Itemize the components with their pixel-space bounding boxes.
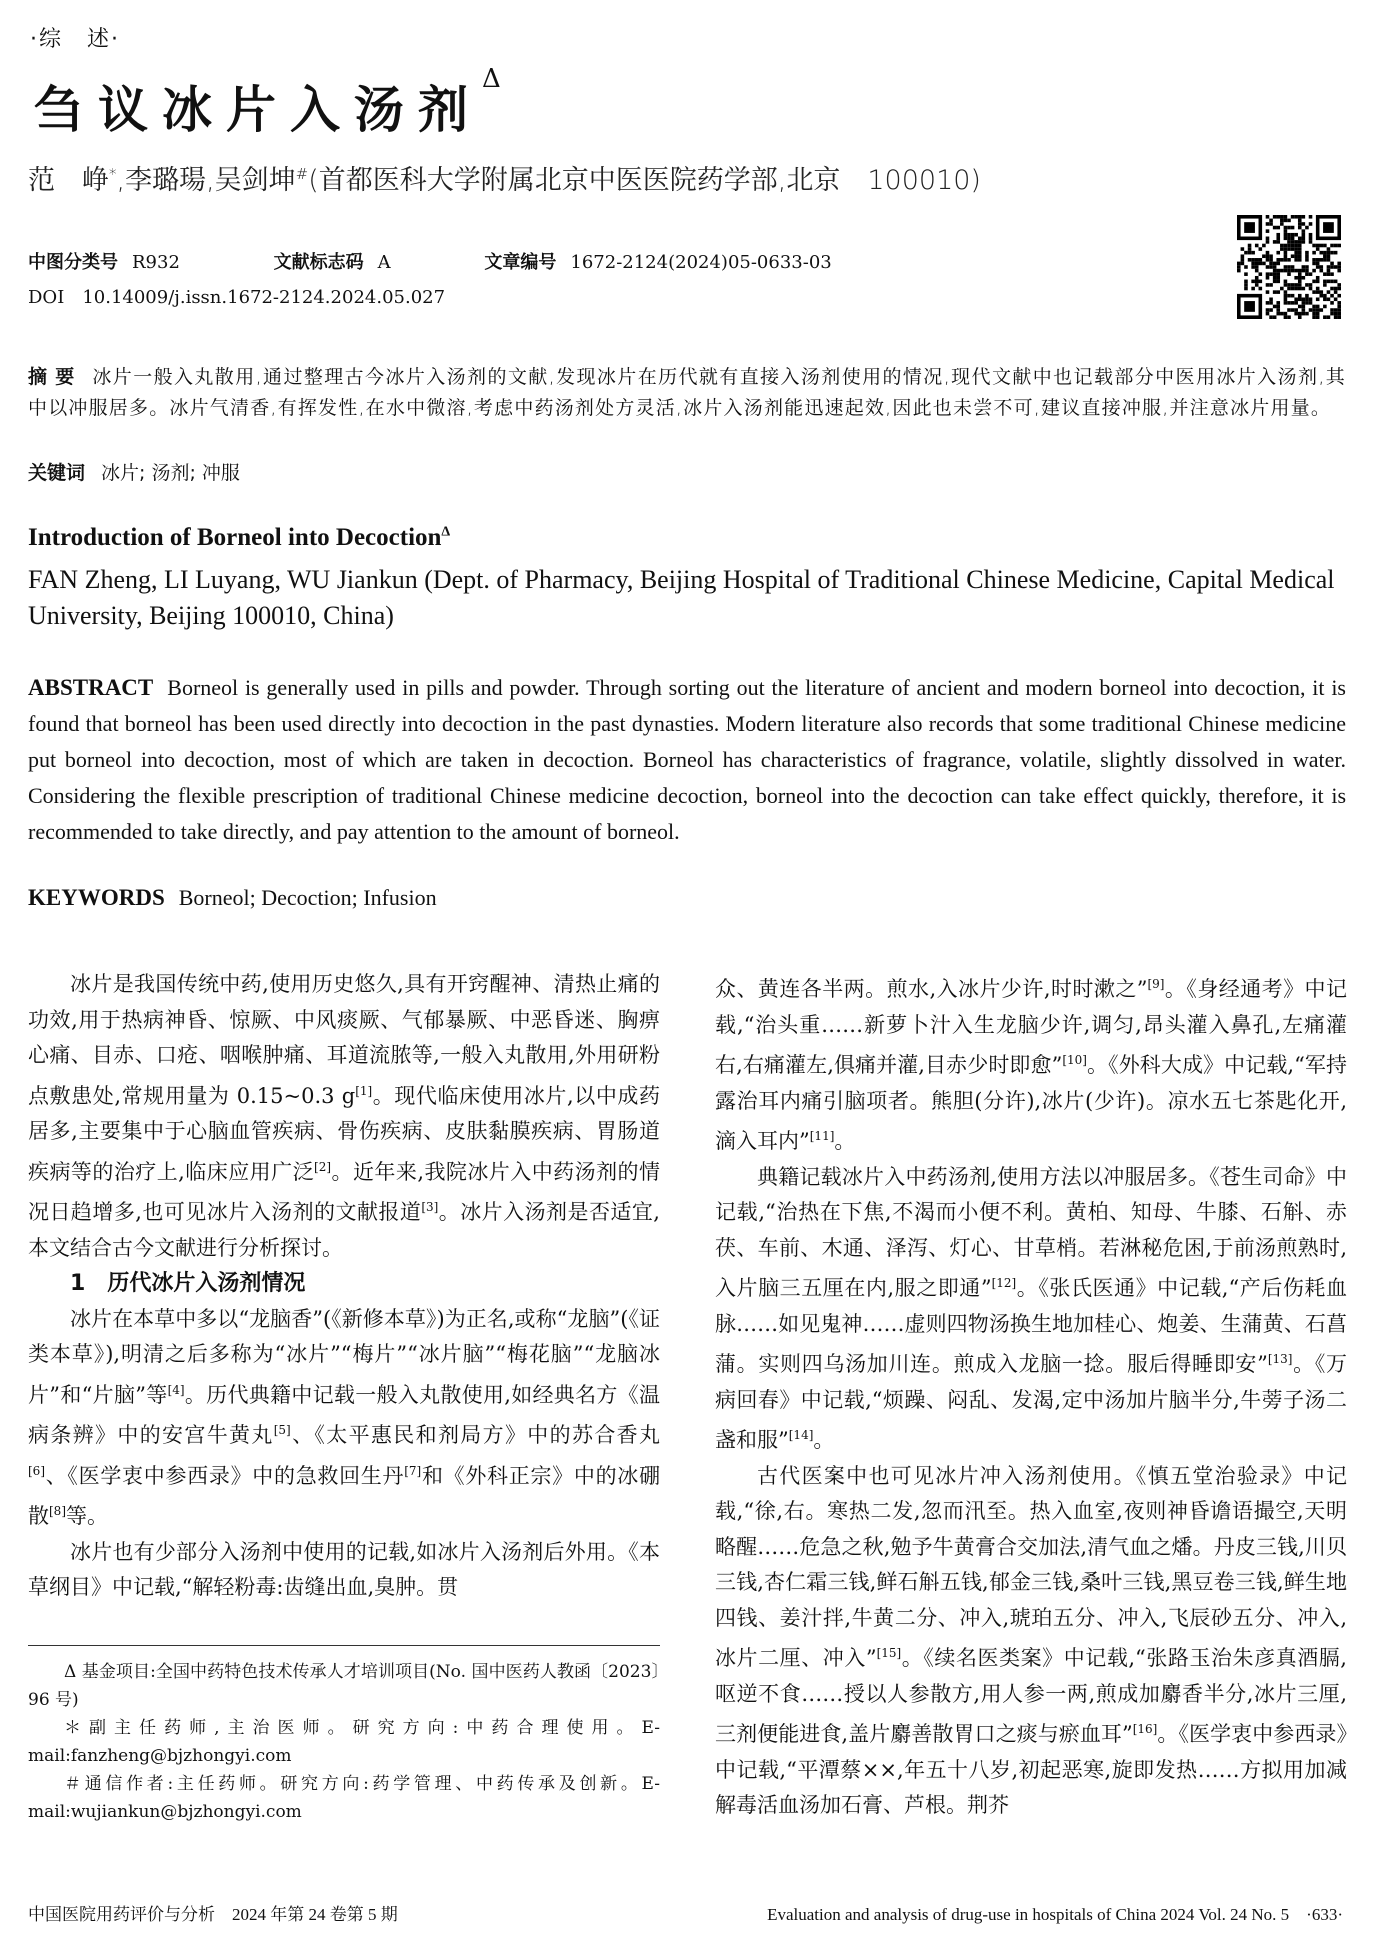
section-number: 1 xyxy=(70,1271,86,1296)
footnote-divider xyxy=(28,1645,660,1646)
citation-link[interactable]: [4] xyxy=(167,1382,185,1397)
english-authors: FAN Zheng, LI Luyang, WU Jiankun (Dept. of Pharmacy, Beijing Hospital of Traditional Chinese Medicine, Capital Medical University, Beijing 100010, China) xyxy=(28,565,1335,630)
citation-link[interactable]: [10] xyxy=(1062,1053,1087,1067)
keywords-cn-label: 关键词 xyxy=(28,462,86,484)
footnotes xyxy=(28,1658,660,1826)
title-fund-mark: Δ xyxy=(482,64,501,94)
citation-link[interactable]: [15] xyxy=(876,1646,902,1660)
english-abstract xyxy=(28,670,1346,850)
abstract-cn-label: 摘要 xyxy=(28,366,83,388)
qr-code-icon[interactable] xyxy=(1237,215,1341,319)
article-no-value: 1672-2124(2024)05-0633-03 xyxy=(570,252,832,273)
english-abstract-label: ABSTRACT xyxy=(28,675,154,700)
abstract-cn xyxy=(28,362,1346,424)
footnote-author: ＊副主任药师,主治医师。研究方向:中药合理使用。E-mail:fanzheng@bjzhongyi.com xyxy=(28,1718,660,1766)
author-others: ,李璐瑒,吴剑坤 xyxy=(116,165,296,196)
abstract-cn-text: 冰片一般入丸散用,通过整理古今冰片入汤剂的文献,发现冰片在历代就有直接入汤剂使用的情况,现代文献中也记载部分中医用冰片入汤剂,其中以冲服居多。冰片气清香,有挥发性,在水中微溶,考虑中药汤剂处方灵活,冰片入汤剂能迅速起效,因此也未尝不可,建议直接冲服,并注意冰片用量。 xyxy=(28,366,1346,419)
english-keywords xyxy=(28,885,437,911)
article-title xyxy=(34,64,501,142)
doi-line xyxy=(28,287,445,308)
citation-link[interactable]: [12] xyxy=(991,1276,1017,1290)
clc-value: R932 xyxy=(132,252,180,273)
author-1-mark: * xyxy=(109,165,117,183)
citation-link[interactable]: [11] xyxy=(809,1129,835,1143)
body-left-column xyxy=(28,967,660,1606)
paragraph: 典籍记载冰片入中药汤剂,使用方法以冲服居多。《苍生司命》中记载,“治热在下焦,不渴而小便不利。黄柏、知母、牛膝、石斛、赤茯、车前、木通、泽泻、灯心、甘草梢。若淋秘危困,于前汤煎熟时,入片脑三五厘在内,服之即通”[12]。《张氏医通》中记载,“产后伤耗血脉……如见鬼神……虚则四物汤换生地加桂心、炮姜、生蒲黄、石菖蒲。实则四乌汤加川连。煎成入龙脑一捻。服后得睡即安”[13]。《万病回春》中记载,“烦躁、闷乱、发渴,定中汤加片脑半分,牛蒡子汤二盏和服”[14]。 xyxy=(715,1164,1348,1452)
english-title-text: Introduction of Borneol into Decoction xyxy=(28,524,442,551)
article-metadata xyxy=(28,248,846,274)
page-number: ·633· xyxy=(1306,1905,1343,1924)
citation-link[interactable]: [13] xyxy=(1267,1352,1293,1366)
citation-link[interactable]: [7] xyxy=(404,1463,422,1478)
paragraph: 古代医案中也可见冰片冲入汤剂使用。《慎五堂治验录》中记载,“徐,右。寒热二发,忽而汛至。热入血室,夜则神昏谵语撮空,天明略醒……危急之秋,勉予牛黄膏合交加法,清气血之燔。丹皮三钱,川贝三钱,杏仁霜三钱,鲜石斛五钱,郁金三钱,桑叶三钱,黑豆卷三钱,鲜生地四钱、姜汁拌,牛黄二分、冲入,琥珀五分、冲入,飞辰砂五分、冲入,冰片二厘、冲入”[15]。《续名医类案》中记载,“张路玉治朱彦真酒膈,呕逆不食……授以人参散方,用人参一两,煎成加麝香半分,冰片三厘,三剂便能进食,盖片麝善散胃口之痰与瘀血耳”[16]。《医学衷中参西录》中记载,“平潭蔡××,年五十八岁,初起恶寒,旋即发热……方拟用加减解毒活血汤加石膏、芦根。荆芥 xyxy=(715,1463,1347,1817)
citation-link[interactable]: [1] xyxy=(355,1083,373,1098)
citation-link[interactable]: [3] xyxy=(421,1200,439,1214)
paragraph: 众、黄连各半两。煎水,入冰片少许,时时漱之”[9]。《身经通考》中记载,“治头重……新萝卜汁入生龙脑少许,调匀,昂头灌入鼻孔,左痛灌右,右痛灌左,俱痛并灌,目赤少时即愈”[10]。《外科大成》中记载,“军持露治耳内痛引脑项者。熊胆(分许),冰片(少许)。凉水五七茶匙化开,滴入耳内”[11]。 xyxy=(715,977,1348,1153)
corresponding-mark: # xyxy=(295,165,309,183)
footnote-corresponding: ＃通信作者:主任药师。研究方向:药学管理、中药传承及创新。E-mail:wujiankun@bjzhongyi.com xyxy=(28,1774,660,1822)
citation-link[interactable]: [14] xyxy=(788,1428,814,1442)
paragraph: 冰片也有少部分入汤剂中使用的记载,如冰片入汤剂后外用。《本草纲目》中记载,“解轻粉毒:齿缝出血,臭肿。贯 xyxy=(28,1539,660,1599)
paragraph: 冰片是我国传统中药,使用历史悠久,具有开窍醒神、清热止痛的功效,用于热病神昏、惊厥、中风痰厥、气郁暴厥、中恶昏迷、胸痹心痛、目赤、口疮、咽喉肿痛、耳道流脓等,一般入丸散用,外用研粉点敷患处,常规用量为 0.15~0.3 g[1]。现代临床使用冰片,以中成药居多,主要集中于心脑血管疾病、骨伤疾病、皮肤黏膜疾病、胃肠道疾病等的治疗上,临床应用广泛[2]。近年来,我院冰片入中药汤剂的情况日趋增多,也可见冰片入汤剂的文献报道[3]。冰片入汤剂是否适宜,本文结合古今文献进行分析探讨。 xyxy=(28,972,660,1260)
body-right-column xyxy=(715,967,1347,1824)
doc-code-value: A xyxy=(377,252,391,273)
paragraph: 冰片在本草中多以“龙脑香”(《新修本草》)为正名,或称“龙脑”(《证类本草》),明清之后多称为“冰片”“梅片”“冰片脑”“梅花脑”“龙脑冰片”和“片脑”等[4]。历代典籍中记载一般入丸散使用,如经典名方《温病条辨》中的安宫牛黄丸[5]、《太平惠民和剂局方》中的苏合香丸[6]、《医学衷中参西录》中的急救回生丹[7]和《外科正宗》中的冰硼散[8]等。 xyxy=(28,1306,661,1528)
footer-journal-en-text: Evaluation and analysis of drug-use in hospitals of China 2024 Vol. 24 No. 5 xyxy=(767,1905,1290,1924)
english-title-mark: Δ xyxy=(441,524,451,540)
author-line xyxy=(28,158,981,197)
section-heading-text: 历代冰片入汤剂情况 xyxy=(107,1271,306,1296)
english-abstract-text: Borneol is generally used in pills and powder. Through sorting out the literature of ancient and modern borneol into decoction, it is found that borneol has been used directly into decoction in the past dynasties. Modern literature also records that some traditional Chinese medicine put borneol into decoction, most of which are taken in decoction. Borneol has characteristics of fragrance, volatile, slightly dissolved in water. Considering the flexible prescription of traditional Chinese medicine decoction, borneol into the decoction can take effect quickly, therefore, it is recommended to take directly, and pay attention to the amount of borneol. xyxy=(28,675,1346,844)
citation-link[interactable]: [2] xyxy=(314,1159,332,1174)
english-keywords-text: Borneol; Decoction; Infusion xyxy=(178,885,437,910)
article-no-label: 文章编号 xyxy=(484,252,557,273)
footer-journal-cn: 中国医院用药评价与分析 2024 年第 24 卷第 5 期 xyxy=(28,1905,398,1924)
english-title xyxy=(28,524,450,552)
keywords-cn xyxy=(28,458,240,485)
english-keywords-label: KEYWORDS xyxy=(28,885,165,910)
footer-journal-en xyxy=(767,1900,1343,1925)
citation-link[interactable]: [8] xyxy=(49,1504,66,1518)
doi-label: DOI xyxy=(28,287,65,308)
section-tag: ·综 述· xyxy=(30,27,120,52)
citation-link[interactable]: [6] xyxy=(28,1463,45,1478)
citation-link[interactable]: [9] xyxy=(1147,977,1165,991)
doi-link[interactable]: 10.14009/j.issn.1672-2124.2024.05.027 xyxy=(82,287,446,308)
doc-code-label: 文献标志码 xyxy=(273,252,364,273)
title-text: 刍议冰片入汤剂 xyxy=(34,80,482,139)
clc-label: 中图分类号 xyxy=(28,252,118,273)
footnote-fund: Δ 基金项目:全国中药特色技术传承人才培训项目(No. 国中医药人教函〔2023〕96 号) xyxy=(28,1662,660,1710)
section-heading xyxy=(28,1266,660,1302)
author-1: 范 峥 xyxy=(28,165,109,196)
affiliation: (首都医科大学附属北京中医医院药学部,北京 100010) xyxy=(308,165,981,196)
keywords-cn-text: 冰片; 汤剂; 冲服 xyxy=(101,462,240,484)
citation-link[interactable]: [5] xyxy=(273,1423,291,1437)
citation-link[interactable]: [16] xyxy=(1132,1722,1158,1736)
